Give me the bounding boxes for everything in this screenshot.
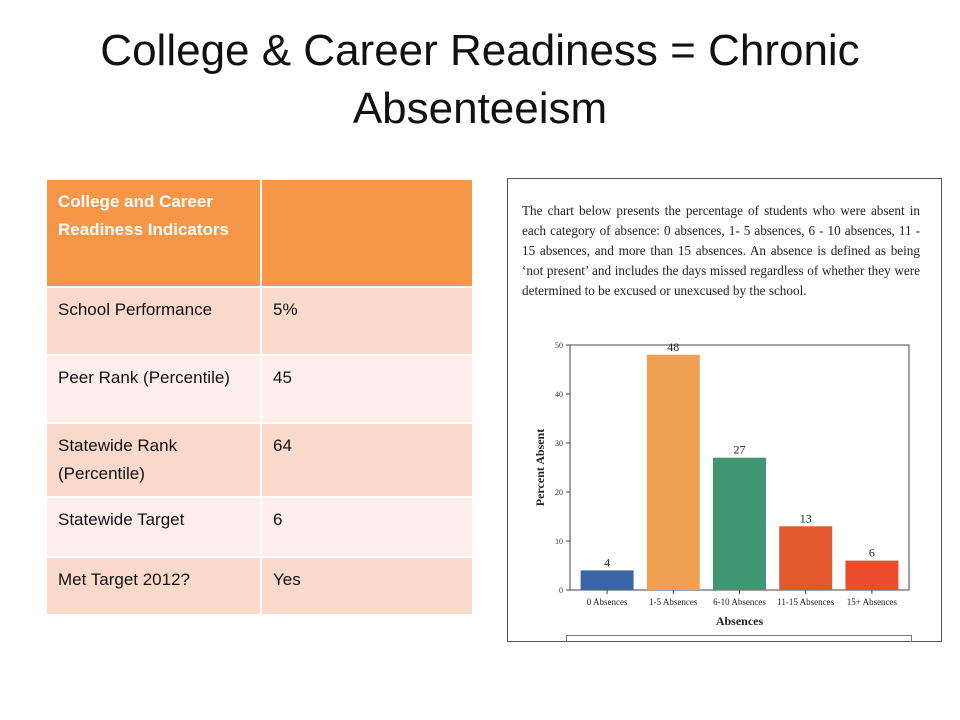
y-tick-label: 0	[559, 586, 563, 595]
indicator-label: Peer Rank (Percentile)	[47, 355, 261, 423]
chart-panel	[507, 178, 942, 642]
indicator-value: 5%	[261, 287, 472, 355]
table-header-value	[261, 180, 472, 287]
bar-value-label: 6	[868, 545, 875, 560]
bar-value-label: 27	[733, 442, 746, 457]
chart-bottom-strip	[566, 635, 912, 642]
table-header-indicator: College and Career Readiness Indicators	[47, 180, 261, 287]
bar	[845, 561, 898, 590]
table-header-row	[47, 180, 472, 287]
bar	[647, 355, 700, 590]
bar-value-label: 48	[667, 339, 680, 354]
y-tick-label: 40	[555, 390, 563, 399]
bar-value-label: 13	[799, 511, 812, 526]
table-row	[47, 557, 472, 615]
indicator-label: Statewide Rank (Percentile)	[47, 423, 261, 497]
table-row	[47, 287, 472, 355]
bar	[581, 570, 634, 590]
x-tick-label: 1-5 Absences	[649, 597, 698, 607]
indicator-value: 6	[261, 497, 472, 557]
indicator-value: 64	[261, 423, 472, 497]
y-axis-label: Percent Absent	[533, 428, 547, 507]
bar	[779, 526, 832, 590]
indicator-label: Met Target 2012?	[47, 557, 261, 615]
bar-value-label: 4	[604, 555, 611, 570]
slide-title: College & Career Readiness = Chronic Absenteeism	[100, 26, 860, 133]
indicator-label: Statewide Target	[47, 497, 261, 557]
y-tick-label: 10	[555, 537, 563, 546]
x-tick-label: 6-10 Absences	[713, 597, 766, 607]
absences-bar-chart	[508, 179, 941, 641]
chart-description: The chart below presents the percentage of students who were absent in each category of absence: 0 absences, 1- 5 absences, 6 - 10 absences, 11 - 15 absences, and more than 15 absences. An absence is defined as being ‘not present’ and includes the days missed regardless of whether they were determined to be excused or unexcused by the school.	[522, 203, 920, 298]
table-row	[47, 497, 472, 557]
x-tick-label: 0 Absences	[586, 597, 628, 607]
bar	[713, 458, 766, 590]
y-tick-label: 20	[555, 488, 563, 497]
y-tick-label: 30	[555, 439, 563, 448]
indicator-value: Yes	[261, 557, 472, 615]
x-tick-label: 15+ Absences	[846, 597, 898, 607]
table-row	[47, 423, 472, 497]
x-axis-label: Absences	[715, 614, 764, 628]
indicator-label: School Performance	[47, 287, 261, 355]
indicator-value: 45	[261, 355, 472, 423]
y-tick-label: 50	[555, 341, 563, 350]
x-tick-label: 11-15 Absences	[777, 597, 835, 607]
indicators-table	[47, 180, 472, 616]
table-row	[47, 355, 472, 423]
